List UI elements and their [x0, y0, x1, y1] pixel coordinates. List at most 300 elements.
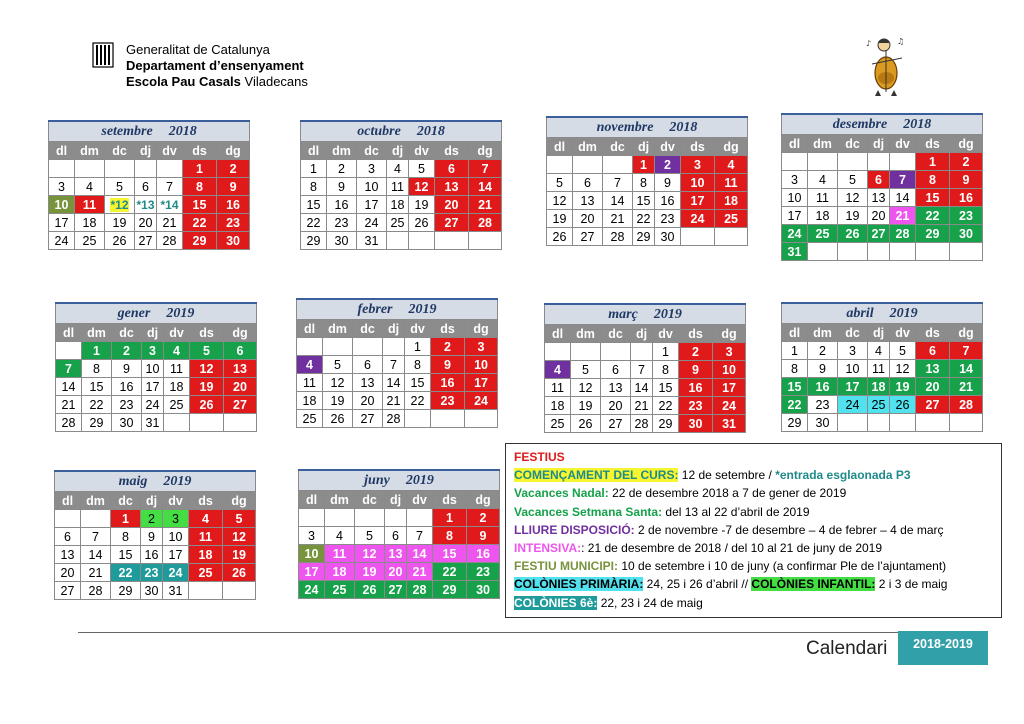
legend-colinf-text: 2 i 3 de maig: [875, 577, 948, 592]
legend-colonies: [514, 575, 993, 593]
day-cell: 23: [679, 397, 713, 415]
day-cell: 6: [868, 171, 890, 189]
day-cell: [547, 156, 573, 174]
day-cell: 1: [301, 160, 327, 178]
day-cell: 15: [916, 189, 950, 207]
day-cell: 17: [681, 192, 715, 210]
weekday-header: ds: [190, 324, 224, 342]
day-cell: 6: [385, 527, 407, 545]
day-cell: 1: [82, 342, 112, 360]
day-cell: 26: [223, 564, 256, 582]
day-cell: 18: [387, 196, 409, 214]
day-cell: 14: [407, 545, 433, 563]
weekday-header: dg: [224, 324, 257, 342]
legend-nadal: [514, 484, 993, 502]
day-cell: 8: [82, 360, 112, 378]
day-cell: 22: [916, 207, 950, 225]
day-cell: 23: [808, 396, 838, 414]
day-cell: 5: [223, 510, 256, 528]
day-cell: 17: [838, 378, 868, 396]
weekday-header: dm: [808, 135, 838, 153]
month-name: octubre: [357, 123, 401, 139]
legend-festiu-text: 10 de setembre i 10 de juny (a confirmar Ple de l’ajuntament): [618, 559, 947, 574]
month-title: [55, 471, 256, 492]
weekday-header: dg: [469, 142, 502, 160]
day-cell: 28: [383, 410, 405, 428]
month-title: [56, 303, 257, 324]
legend-nadal-label: Vacances Nadal:: [514, 486, 609, 501]
weekday-header: dc: [112, 324, 142, 342]
day-cell: 4: [75, 178, 105, 196]
day-cell: 18: [808, 207, 838, 225]
day-cell: 9: [327, 178, 357, 196]
day-cell: 25: [545, 415, 571, 433]
day-cell: 28: [469, 214, 502, 232]
day-cell: 24: [357, 214, 387, 232]
weekday-header: ds: [679, 325, 713, 343]
day-cell: 13: [916, 360, 950, 378]
day-cell: 27: [573, 228, 603, 246]
calendar-month-octubre: [300, 120, 502, 250]
month-title: [782, 114, 983, 135]
day-cell: 18: [297, 392, 323, 410]
day-cell: 28: [950, 396, 983, 414]
day-cell: 9: [217, 178, 250, 196]
day-cell: [435, 232, 469, 250]
day-cell: 28: [407, 581, 433, 599]
day-cell: 30: [467, 581, 500, 599]
month-title: [301, 121, 502, 142]
day-cell: 27: [135, 232, 157, 250]
weekday-header: dg: [217, 142, 250, 160]
day-cell: 10: [299, 545, 325, 563]
month-name: juny: [364, 472, 390, 488]
weekday-header: dv: [409, 142, 435, 160]
weekday-header: dl: [297, 320, 323, 338]
day-cell: 28: [890, 225, 916, 243]
day-cell: 26: [571, 415, 601, 433]
day-cell: 16: [327, 196, 357, 214]
month-title: [782, 303, 983, 324]
day-cell: 15: [301, 196, 327, 214]
day-cell: 17: [713, 379, 746, 397]
day-cell: 14: [950, 360, 983, 378]
weekday-header: dm: [573, 138, 603, 156]
day-cell: [297, 338, 323, 356]
day-cell: [409, 232, 435, 250]
day-cell: 22: [633, 210, 655, 228]
day-cell: 17: [782, 207, 808, 225]
day-cell: 16: [431, 374, 465, 392]
day-cell: 3: [465, 338, 498, 356]
day-cell: 13: [385, 545, 407, 563]
day-cell: 1: [916, 153, 950, 171]
day-cell: 27: [868, 225, 890, 243]
day-cell: 21: [631, 397, 653, 415]
legend-intensiva: [514, 539, 993, 557]
month-name: novembre: [596, 119, 654, 135]
day-cell: 24: [838, 396, 868, 414]
month-year: 2019: [889, 305, 918, 321]
day-cell: 10: [465, 356, 498, 374]
month-year: 2018: [168, 123, 197, 139]
weekday-header: dl: [299, 491, 325, 509]
day-cell: 3: [357, 160, 387, 178]
day-cell: [323, 338, 353, 356]
weekday-header: dm: [81, 492, 111, 510]
day-cell: 10: [681, 174, 715, 192]
weekday-header: dl: [547, 138, 573, 156]
day-cell: 24: [49, 232, 75, 250]
day-cell: 21: [56, 396, 82, 414]
day-cell: 25: [808, 225, 838, 243]
day-cell: 22: [405, 392, 431, 410]
day-cell: [890, 414, 916, 432]
day-cell: 30: [112, 414, 142, 432]
day-cell: [383, 338, 405, 356]
day-cell: 20: [55, 564, 81, 582]
day-cell: 7: [81, 528, 111, 546]
weekday-header: dl: [782, 324, 808, 342]
day-cell: 3: [713, 343, 746, 361]
day-cell: [950, 414, 983, 432]
month-name: maig: [118, 473, 148, 489]
day-cell: 15: [183, 196, 217, 214]
day-cell: 29: [782, 414, 808, 432]
month-name: abril: [846, 305, 874, 321]
day-cell: 6: [224, 342, 257, 360]
day-cell: [223, 582, 256, 600]
day-cell: 20: [135, 214, 157, 232]
day-cell: 2: [431, 338, 465, 356]
weekday-header: dj: [142, 324, 164, 342]
calendar-month-desembre: [781, 113, 983, 261]
weekday-header: dj: [387, 142, 409, 160]
day-cell: 3: [49, 178, 75, 196]
day-cell: 11: [75, 196, 105, 214]
school-name: [126, 74, 308, 90]
day-cell: 2: [808, 342, 838, 360]
day-cell: 15: [633, 192, 655, 210]
day-cell: 16: [655, 192, 681, 210]
day-cell: [387, 232, 409, 250]
day-cell: 20: [435, 196, 469, 214]
month-title: [49, 121, 250, 142]
day-cell: 9: [112, 360, 142, 378]
day-cell: 22: [433, 563, 467, 581]
day-cell: 4: [387, 160, 409, 178]
day-cell: 13: [868, 189, 890, 207]
day-cell: [190, 414, 224, 432]
day-cell: 26: [547, 228, 573, 246]
day-cell: 30: [950, 225, 983, 243]
weekday-header: dc: [603, 138, 633, 156]
day-cell: 29: [82, 414, 112, 432]
day-cell: 17: [163, 546, 189, 564]
day-cell: [224, 414, 257, 432]
day-cell: 8: [433, 527, 467, 545]
weekday-header: dc: [838, 135, 868, 153]
calendar-month-febrer: [296, 298, 498, 428]
weekday-header: dv: [164, 324, 190, 342]
day-cell: 18: [75, 214, 105, 232]
day-cell: 24: [142, 396, 164, 414]
day-cell: 5: [890, 342, 916, 360]
legend-col6-label: COLÒNIES 6è:: [514, 595, 598, 610]
weekday-header: dc: [111, 492, 141, 510]
day-cell: 19: [355, 563, 385, 581]
legend-santa-text: del 13 al 22 d’abril de 2019: [662, 504, 810, 519]
weekday-header: dj: [135, 142, 157, 160]
day-cell: 5: [355, 527, 385, 545]
day-cell: 1: [633, 156, 655, 174]
day-cell: 23: [950, 207, 983, 225]
weekday-header: dm: [571, 325, 601, 343]
day-cell: 6: [573, 174, 603, 192]
day-cell: 8: [111, 528, 141, 546]
weekday-header: dv: [163, 492, 189, 510]
day-cell: [681, 228, 715, 246]
day-cell: 5: [105, 178, 135, 196]
day-cell: 30: [655, 228, 681, 246]
day-cell: 16: [679, 379, 713, 397]
day-cell: 11: [715, 174, 748, 192]
day-cell: 19: [223, 546, 256, 564]
day-cell: 12: [355, 545, 385, 563]
weekday-header: ds: [431, 320, 465, 338]
day-cell: 27: [385, 581, 407, 599]
day-cell: 1: [111, 510, 141, 528]
day-cell: 11: [189, 528, 223, 546]
day-cell: 26: [890, 396, 916, 414]
day-cell: 25: [189, 564, 223, 582]
svg-text:♪: ♪: [866, 39, 872, 48]
day-cell: 16: [808, 378, 838, 396]
day-cell: 18: [868, 378, 890, 396]
day-cell: 20: [224, 378, 257, 396]
day-cell: 30: [327, 232, 357, 250]
weekday-header: dc: [357, 142, 387, 160]
weekday-header: dl: [55, 492, 81, 510]
day-cell: [299, 509, 325, 527]
day-cell: 22: [782, 396, 808, 414]
legend-colonies-6e: [514, 594, 993, 612]
day-cell: 6: [435, 160, 469, 178]
day-cell: 22: [301, 214, 327, 232]
day-cell: 23: [141, 564, 163, 582]
day-cell: 4: [868, 342, 890, 360]
day-cell: 18: [715, 192, 748, 210]
day-cell: 9: [950, 171, 983, 189]
day-cell: [55, 510, 81, 528]
calendar-month-abril: [781, 302, 983, 432]
day-cell: 19: [190, 378, 224, 396]
day-cell: 8: [405, 356, 431, 374]
weekday-header: dj: [868, 135, 890, 153]
day-cell: [868, 153, 890, 171]
day-cell: [808, 243, 838, 261]
department-name: Departament d’ensenyament: [126, 58, 304, 73]
day-cell: [545, 343, 571, 361]
day-cell: 8: [916, 171, 950, 189]
day-cell: 15: [782, 378, 808, 396]
weekday-header: dc: [105, 142, 135, 160]
day-cell: 4: [189, 510, 223, 528]
weekday-header: dg: [465, 320, 498, 338]
day-cell: 1: [782, 342, 808, 360]
calendar-month-novembre: [546, 116, 748, 246]
day-cell: 17: [142, 378, 164, 396]
weekday-header: ds: [435, 142, 469, 160]
day-cell: 20: [353, 392, 383, 410]
day-cell: 25: [868, 396, 890, 414]
day-cell: 3: [681, 156, 715, 174]
weekday-header: dl: [782, 135, 808, 153]
day-cell: 29: [653, 415, 679, 433]
day-cell: 14: [56, 378, 82, 396]
day-cell: *12: [105, 196, 135, 214]
weekday-header: dc: [601, 325, 631, 343]
day-cell: 19: [838, 207, 868, 225]
day-cell: 22: [82, 396, 112, 414]
weekday-header: dm: [808, 324, 838, 342]
day-cell: 28: [81, 582, 111, 600]
legend-start-label: COMENÇAMENT DEL CURS:: [514, 468, 679, 483]
calendar-month-gener: [55, 302, 257, 432]
weekday-header: dv: [653, 325, 679, 343]
month-year: 2019: [405, 472, 434, 488]
day-cell: 21: [383, 392, 405, 410]
weekday-header: dg: [223, 492, 256, 510]
day-cell: 6: [601, 361, 631, 379]
weekday-header: dl: [301, 142, 327, 160]
day-cell: 28: [56, 414, 82, 432]
day-cell: 27: [601, 415, 631, 433]
day-cell: 18: [325, 563, 355, 581]
weekday-header: dv: [890, 135, 916, 153]
day-cell: 21: [890, 207, 916, 225]
day-cell: 7: [407, 527, 433, 545]
day-cell: [808, 153, 838, 171]
day-cell: [81, 510, 111, 528]
day-cell: [950, 243, 983, 261]
day-cell: 2: [950, 153, 983, 171]
legend-p3-text: *entrada esglaonada P3: [775, 468, 911, 483]
day-cell: 22: [653, 397, 679, 415]
day-cell: [469, 232, 502, 250]
day-cell: [135, 160, 157, 178]
month-title: [547, 117, 748, 138]
month-title: [297, 299, 498, 320]
weekday-header: dj: [868, 324, 890, 342]
day-cell: 1: [405, 338, 431, 356]
day-cell: 13: [353, 374, 383, 392]
day-cell: [431, 410, 465, 428]
day-cell: 7: [383, 356, 405, 374]
day-cell: 5: [323, 356, 353, 374]
day-cell: 26: [190, 396, 224, 414]
day-cell: [385, 509, 407, 527]
weekday-header: dc: [353, 320, 383, 338]
day-cell: 25: [715, 210, 748, 228]
day-cell: 7: [890, 171, 916, 189]
day-cell: 18: [545, 397, 571, 415]
legend-festius: FESTIUS: [514, 450, 565, 464]
day-cell: 5: [838, 171, 868, 189]
day-cell: 27: [55, 582, 81, 600]
weekday-header: dj: [383, 320, 405, 338]
day-cell: 19: [571, 397, 601, 415]
day-cell: 2: [327, 160, 357, 178]
weekday-header: dv: [655, 138, 681, 156]
day-cell: 13: [601, 379, 631, 397]
day-cell: [189, 582, 223, 600]
day-cell: 29: [301, 232, 327, 250]
day-cell: 30: [141, 582, 163, 600]
school-town: Viladecans: [240, 74, 308, 89]
day-cell: 10: [163, 528, 189, 546]
day-cell: [631, 343, 653, 361]
day-cell: 14: [603, 192, 633, 210]
day-cell: 20: [916, 378, 950, 396]
day-cell: 23: [431, 392, 465, 410]
legend-col6-text: 22, 23 i 24 de maig: [597, 595, 703, 610]
day-cell: 31: [713, 415, 746, 433]
day-cell: [164, 414, 190, 432]
day-cell: 21: [407, 563, 433, 581]
day-cell: [838, 153, 868, 171]
weekday-header: dm: [82, 324, 112, 342]
legend-lliure-disposicio: [514, 521, 993, 539]
day-cell: 1: [183, 160, 217, 178]
day-cell: 13: [573, 192, 603, 210]
day-cell: 19: [547, 210, 573, 228]
day-cell: 9: [467, 527, 500, 545]
day-cell: 17: [299, 563, 325, 581]
day-cell: 21: [157, 214, 183, 232]
day-cell: 29: [183, 232, 217, 250]
day-cell: 25: [164, 396, 190, 414]
day-cell: 12: [838, 189, 868, 207]
day-cell: 18: [164, 378, 190, 396]
day-cell: 2: [655, 156, 681, 174]
day-cell: [75, 160, 105, 178]
day-cell: 6: [353, 356, 383, 374]
day-cell: *14: [157, 196, 183, 214]
day-cell: 8: [633, 174, 655, 192]
day-cell: [573, 156, 603, 174]
legend-santa-label: Vacances Setmana Santa:: [514, 504, 663, 519]
month-year: 2018: [416, 123, 445, 139]
day-cell: 31: [163, 582, 189, 600]
calendar-month-maig: [54, 470, 256, 600]
day-cell: 5: [571, 361, 601, 379]
day-cell: [838, 243, 868, 261]
weekday-header: ds: [916, 324, 950, 342]
catalonia-crest-icon: [92, 42, 114, 68]
day-cell: 20: [868, 207, 890, 225]
day-cell: 1: [653, 343, 679, 361]
weekday-header: dv: [407, 491, 433, 509]
legend-lliure-label: LLIURE DISPOSICIÓ:: [514, 522, 635, 537]
day-cell: 21: [950, 378, 983, 396]
weekday-header: dm: [323, 320, 353, 338]
day-cell: 5: [190, 342, 224, 360]
day-cell: 15: [405, 374, 431, 392]
day-cell: 20: [573, 210, 603, 228]
day-cell: 26: [838, 225, 868, 243]
month-name: gener: [117, 305, 151, 321]
